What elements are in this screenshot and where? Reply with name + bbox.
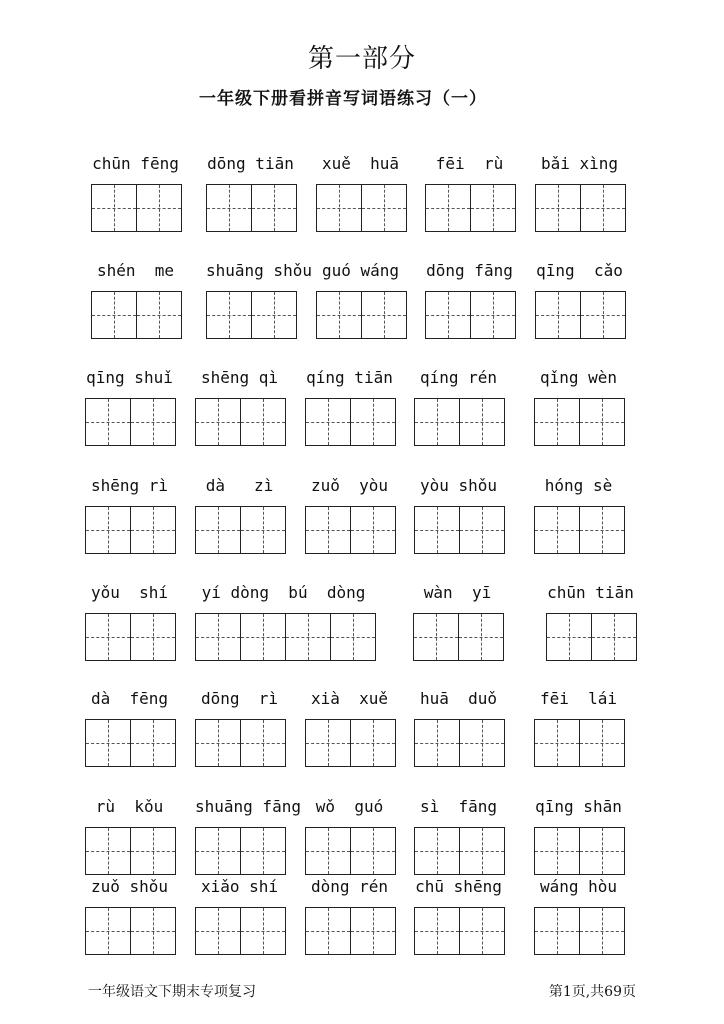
writing-grid: [414, 907, 505, 955]
writing-grid: [305, 506, 396, 554]
writing-grid: [305, 398, 396, 446]
writing-cell[interactable]: [460, 907, 505, 955]
writing-cell[interactable]: [241, 613, 286, 661]
writing-cell[interactable]: [92, 184, 137, 232]
pinyin-label: wàn yī: [423, 583, 492, 602]
pinyin-label: bǎi xìng: [540, 154, 619, 173]
page-subtitle: 一年级下册看拼音写词语练习（一）: [199, 89, 487, 109]
writing-cell[interactable]: [131, 398, 176, 446]
writing-grid: [195, 827, 286, 875]
writing-cell[interactable]: [580, 827, 625, 875]
writing-cell[interactable]: [137, 184, 182, 232]
writing-cell[interactable]: [306, 907, 351, 955]
writing-cell[interactable]: [471, 291, 516, 339]
writing-cell[interactable]: [415, 398, 460, 446]
writing-grid: [85, 719, 176, 767]
writing-cell[interactable]: [241, 827, 286, 875]
writing-grid: [316, 184, 407, 232]
writing-cell[interactable]: [131, 506, 176, 554]
writing-cell[interactable]: [415, 907, 460, 955]
writing-cell[interactable]: [241, 907, 286, 955]
pinyin-label: dōng tiān: [207, 154, 294, 173]
pinyin-label: shēng qì: [200, 368, 279, 387]
pinyin-label: chū shēng: [415, 877, 502, 896]
writing-cell[interactable]: [362, 291, 407, 339]
writing-cell[interactable]: [196, 398, 241, 446]
pinyin-label: chūn tiān: [547, 583, 634, 602]
writing-cell[interactable]: [86, 398, 131, 446]
writing-cell[interactable]: [207, 184, 252, 232]
pinyin-label: qīng shuǐ: [86, 368, 173, 387]
pinyin-label: hóng sè: [544, 476, 613, 495]
writing-cell[interactable]: [196, 613, 241, 661]
writing-cell[interactable]: [351, 719, 396, 767]
writing-cell[interactable]: [414, 613, 459, 661]
pinyin-label: qǐng wèn: [539, 368, 618, 387]
writing-cell[interactable]: [196, 827, 241, 875]
writing-grid: [206, 291, 297, 339]
pinyin-label: qīng cǎo: [536, 261, 623, 280]
writing-grid: [305, 907, 396, 955]
pinyin-label: wǒ guó: [315, 797, 384, 816]
writing-cell[interactable]: [196, 907, 241, 955]
writing-grid: [534, 506, 625, 554]
writing-grid: [305, 719, 396, 767]
writing-cell[interactable]: [536, 291, 581, 339]
pinyin-label: sì fāng: [419, 797, 498, 816]
writing-grid: [195, 506, 286, 554]
pinyin-label: dōng rì: [200, 689, 279, 708]
writing-grid: [316, 291, 407, 339]
writing-cell[interactable]: [207, 291, 252, 339]
writing-grid: [195, 907, 286, 955]
writing-grid: [425, 184, 516, 232]
writing-cell[interactable]: [317, 184, 362, 232]
writing-grid: [85, 613, 176, 661]
pinyin-label: dà fēng: [90, 689, 169, 708]
pinyin-label: xuě huā: [321, 154, 400, 173]
pinyin-label: fēi rù: [435, 154, 504, 173]
writing-cell[interactable]: [415, 719, 460, 767]
page-title: 第一部分: [307, 44, 416, 74]
writing-grid: [534, 719, 625, 767]
writing-cell[interactable]: [331, 613, 376, 661]
writing-cell[interactable]: [580, 907, 625, 955]
writing-cell[interactable]: [286, 613, 331, 661]
writing-cell[interactable]: [131, 719, 176, 767]
writing-cell[interactable]: [580, 506, 625, 554]
writing-cell[interactable]: [92, 291, 137, 339]
pinyin-label: xiǎo shí: [200, 877, 279, 896]
writing-cell[interactable]: [241, 506, 286, 554]
pinyin-label: yí dòng bú dòng: [201, 583, 366, 602]
writing-cell[interactable]: [86, 613, 131, 661]
pinyin-label: shuāng shǒu: [206, 261, 312, 280]
writing-grid: [414, 719, 505, 767]
writing-cell[interactable]: [362, 184, 407, 232]
pinyin-label: guó wáng: [321, 261, 400, 280]
writing-grid: [91, 291, 182, 339]
writing-cell[interactable]: [535, 719, 580, 767]
writing-cell[interactable]: [351, 827, 396, 875]
writing-cell[interactable]: [131, 827, 176, 875]
pinyin-label: chūn fēng: [92, 154, 179, 173]
writing-cell[interactable]: [86, 506, 131, 554]
pinyin-label: dòng rén: [310, 877, 389, 896]
writing-cell[interactable]: [351, 907, 396, 955]
writing-cell[interactable]: [131, 907, 176, 955]
writing-cell[interactable]: [196, 719, 241, 767]
writing-cell[interactable]: [306, 398, 351, 446]
writing-grid: [535, 184, 626, 232]
pinyin-label: qíng tiān: [306, 368, 393, 387]
writing-cell[interactable]: [460, 827, 505, 875]
writing-cell[interactable]: [415, 827, 460, 875]
writing-cell[interactable]: [460, 719, 505, 767]
writing-grid: [206, 184, 297, 232]
writing-cell[interactable]: [252, 184, 297, 232]
writing-cell[interactable]: [86, 827, 131, 875]
writing-cell[interactable]: [535, 506, 580, 554]
writing-grid: [413, 613, 504, 661]
writing-grid: [85, 827, 176, 875]
writing-cell[interactable]: [196, 506, 241, 554]
writing-cell[interactable]: [426, 184, 471, 232]
footer-right: 第1页,共69页: [548, 984, 636, 1000]
pinyin-label: fēi lái: [539, 689, 618, 708]
pinyin-label: shén me: [96, 261, 175, 280]
writing-grid: [534, 907, 625, 955]
writing-cell[interactable]: [471, 184, 516, 232]
writing-grid: [546, 613, 637, 661]
writing-grid: [534, 398, 625, 446]
writing-grid: [534, 827, 625, 875]
writing-cell[interactable]: [241, 398, 286, 446]
writing-cell[interactable]: [580, 719, 625, 767]
pinyin-label: yòu shǒu: [419, 476, 498, 495]
writing-cell[interactable]: [86, 719, 131, 767]
pinyin-label: dōng fāng: [426, 261, 513, 280]
writing-cell[interactable]: [580, 398, 625, 446]
writing-cell[interactable]: [459, 613, 504, 661]
writing-cell[interactable]: [581, 291, 626, 339]
pinyin-label: qīng shān: [535, 797, 622, 816]
writing-grid: [85, 907, 176, 955]
writing-cell[interactable]: [306, 506, 351, 554]
writing-cell[interactable]: [581, 184, 626, 232]
writing-cell[interactable]: [535, 907, 580, 955]
writing-cell[interactable]: [86, 907, 131, 955]
pinyin-label: wáng hòu: [539, 877, 618, 896]
pinyin-label: dà zì: [205, 476, 274, 495]
writing-cell[interactable]: [252, 291, 297, 339]
writing-cell[interactable]: [592, 613, 637, 661]
writing-cell[interactable]: [241, 719, 286, 767]
writing-cell[interactable]: [415, 506, 460, 554]
pinyin-label: zuǒ shǒu: [90, 877, 169, 896]
pinyin-label: qíng rén: [419, 368, 498, 387]
writing-grid: [425, 291, 516, 339]
pinyin-label: xià xuě: [310, 689, 389, 708]
writing-cell[interactable]: [351, 398, 396, 446]
pinyin-label: rù kǒu: [95, 797, 164, 816]
pinyin-label: shēng rì: [90, 476, 169, 495]
writing-cell[interactable]: [426, 291, 471, 339]
writing-cell[interactable]: [536, 184, 581, 232]
writing-cell[interactable]: [317, 291, 362, 339]
writing-cell[interactable]: [535, 827, 580, 875]
footer-left: 一年级语文下期末专项复习: [88, 984, 256, 1000]
writing-grid: [414, 827, 505, 875]
pinyin-label: yǒu shí: [90, 583, 169, 602]
writing-cell[interactable]: [137, 291, 182, 339]
writing-grid: [195, 398, 286, 446]
pinyin-label: shuāng fāng: [195, 797, 301, 816]
writing-grid: [414, 398, 505, 446]
writing-cell[interactable]: [306, 827, 351, 875]
pinyin-label: huā duǒ: [419, 689, 498, 708]
writing-grid: [535, 291, 626, 339]
writing-grid: [85, 506, 176, 554]
writing-grid: [91, 184, 182, 232]
writing-cell[interactable]: [547, 613, 592, 661]
writing-cell[interactable]: [460, 398, 505, 446]
writing-cell[interactable]: [460, 506, 505, 554]
pinyin-label: zuǒ yòu: [310, 476, 389, 495]
writing-grid: [85, 398, 176, 446]
writing-grid: [414, 506, 505, 554]
writing-cell[interactable]: [535, 398, 580, 446]
writing-grid: [305, 827, 396, 875]
writing-grid: [195, 719, 286, 767]
writing-cell[interactable]: [306, 719, 351, 767]
writing-cell[interactable]: [351, 506, 396, 554]
writing-grid: [195, 613, 376, 661]
writing-cell[interactable]: [131, 613, 176, 661]
